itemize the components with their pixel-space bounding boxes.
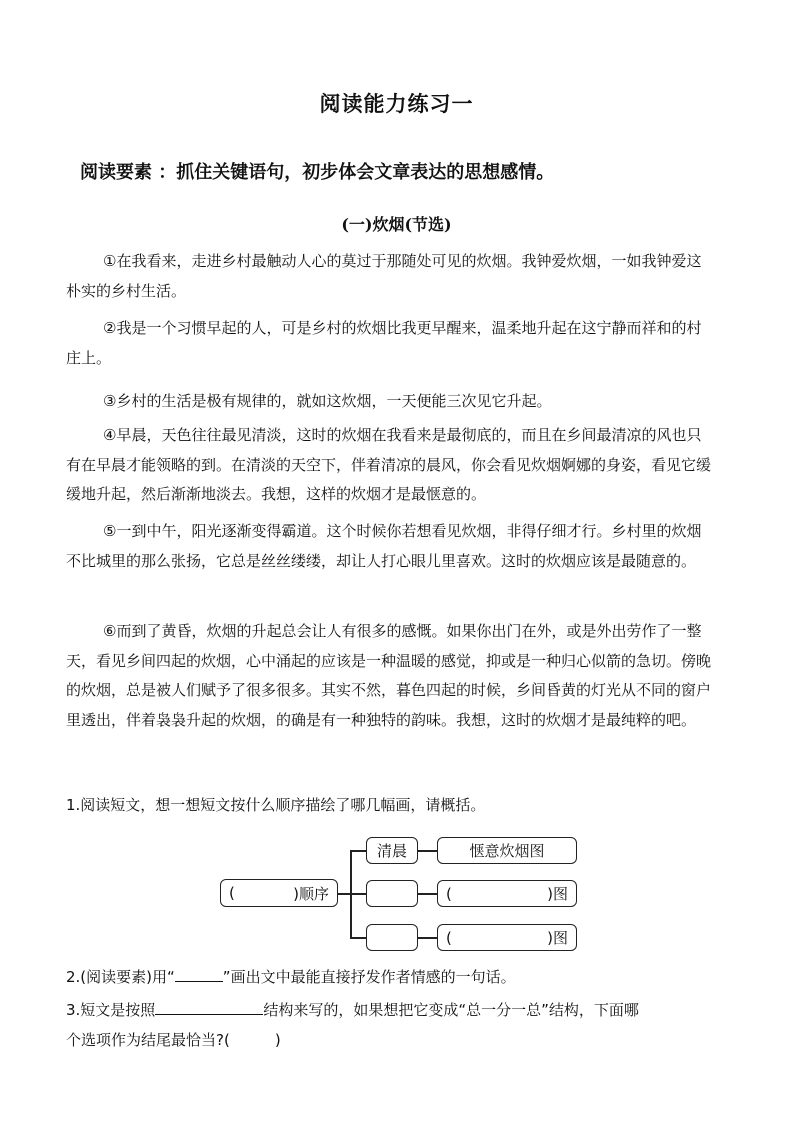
connector: [418, 893, 437, 895]
question-3: [66, 995, 726, 1055]
picture-box-1: [437, 837, 577, 864]
connector: [350, 850, 366, 852]
passage-title: (一)炊烟(节选): [341, 215, 452, 234]
time-box-morning: [366, 837, 418, 864]
order-answer-box[interactable]: [220, 879, 338, 907]
q3-prefix: 3.短文是按照: [66, 1001, 156, 1019]
paragraph-2: ②我是一个习惯早起的人，可是乡村的炊烟比我更早醒来，温柔地升起在这宁静而祥和的村庄上。: [66, 319, 702, 367]
picture-suffix: )图: [547, 929, 568, 947]
q3-line2: 个选项作为结尾最恰当?( ): [66, 1031, 281, 1049]
time-box-blank[interactable]: [366, 880, 418, 907]
q2-suffix: ”画出文中最能直接抒发作者情感的一句话。: [222, 968, 516, 986]
paragraph-5: ⑤一到中午，阳光逐渐变得霸道。这个时候你若想看见炊烟，非得仔细才行。乡村里的炊烟不比城里的那么张扬，它总是丝丝缕缕，却让人打心眼儿里喜欢。这时的炊烟应该是最随意的。: [66, 522, 702, 570]
paragraph-3: ③乡村的生活是极有规律的，就如这炊烟，一天便能三次见它升起。: [103, 392, 552, 410]
order-label: )顺序: [293, 884, 329, 903]
paren-left: (: [446, 928, 452, 947]
connector: [350, 893, 366, 895]
picture-1-label: 惬意炊烟图: [469, 842, 545, 860]
question-2: [66, 962, 726, 992]
picture-box-3[interactable]: [437, 924, 577, 951]
connector: [418, 937, 437, 939]
connector: [350, 937, 366, 939]
paren-left: (: [446, 884, 452, 903]
answer-blank[interactable]: [155, 1000, 263, 1015]
paren-left: (: [229, 884, 235, 902]
time-box-blank[interactable]: [366, 924, 418, 951]
question-1: 1.阅读短文，想一想短文按什么顺序描绘了哪几幅画，请概括。: [66, 796, 486, 814]
q3-suffix: 结构来写的，如果想把它变成“总一分一总”结构，下面哪: [263, 1001, 639, 1019]
q2-prefix: 2.(阅读要素)用“: [66, 968, 175, 986]
picture-box-2[interactable]: [437, 880, 577, 907]
paragraph-1: ①在我看来，走进乡村最触动人心的莫过于那随处可见的炊烟。我钟爱炊烟，一如我钟爱这朴实的乡村生活。: [66, 252, 702, 300]
morning-label: 清晨: [376, 842, 407, 860]
picture-suffix: )图: [547, 885, 568, 903]
page-title: 阅读能力练习一: [319, 91, 474, 116]
answer-blank[interactable]: [175, 967, 223, 982]
paragraph-4: ④早晨，天色往往最见清淡，这时的炊烟在我看来是最彻底的，而且在乡间最清凉的风也只有在早晨才能领略的到。在清淡的天空下，伴着清凉的晨风，你会看见炊烟婀娜的身姿，看见它缓缓地升起，然后渐渐地淡去。我想，这样的炊烟才是最惬意的。: [66, 426, 712, 503]
reading-element: 阅读要素 ：抓住关键语句，初步体会文章表达的思想感情。: [80, 162, 555, 183]
paragraph-6: ⑥而到了黄昏，炊烟的升起总会让人有很多的感慨。如果你出门在外，或是外出劳作了一整天，看见乡间四起的炊烟，心中涌起的应该是一种温暖的感觉，抑或是一种归心似箭的急切。傍晚的炊烟，总是被人们赋予了很多很多。其实不然，暮色四起的时候，乡间昏黄的灯光从不同的窗户里透出，伴着袅袅升起的炊烟，的确是有一种独特的韵味。我想，这时的炊烟才是最纯粹的吧。: [66, 622, 712, 729]
connector: [418, 850, 437, 852]
